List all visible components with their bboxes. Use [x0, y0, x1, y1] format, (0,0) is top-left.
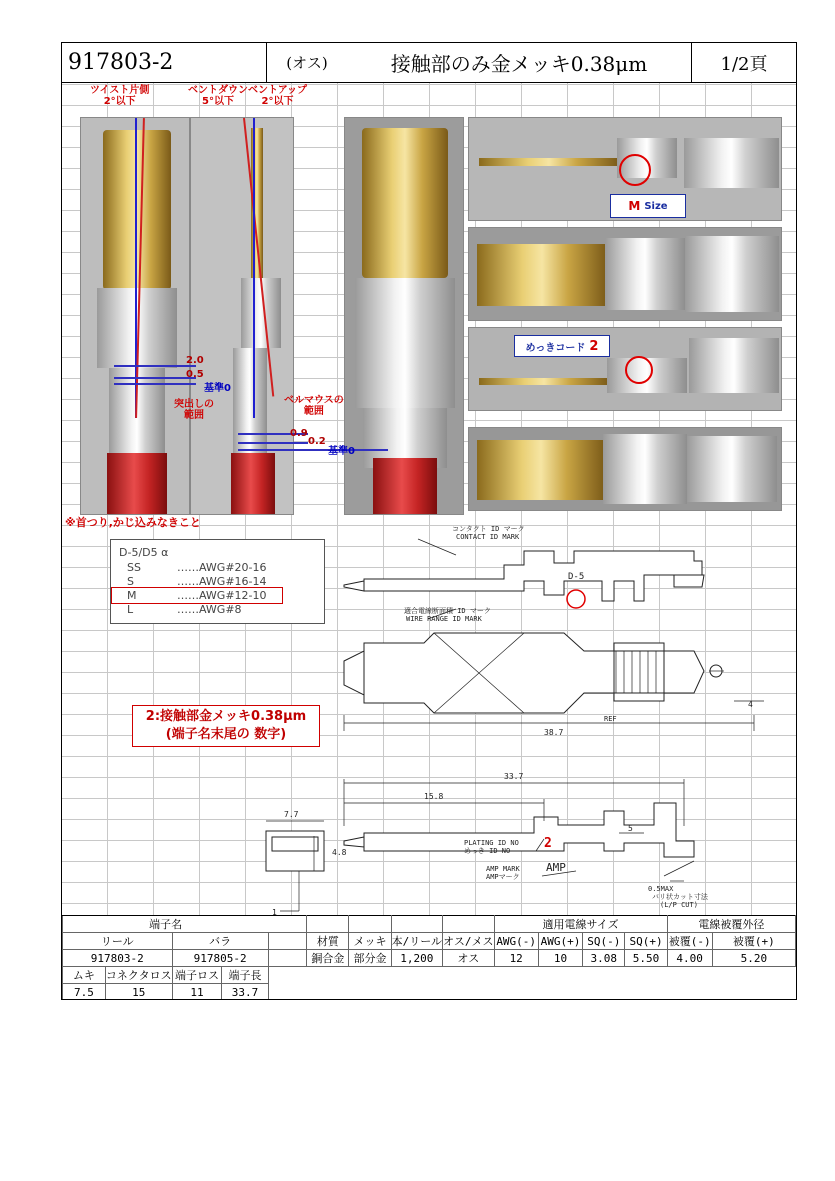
plating-code-box [514, 335, 610, 357]
term-len-value: 33.7 [222, 984, 268, 1001]
bent-down-label-2: 5°以下 [202, 96, 234, 107]
amp-logo: AMP [546, 861, 566, 874]
plating-value: 部分金 [349, 950, 391, 967]
bent-down-label-1: ベントダウン [188, 85, 248, 96]
gender-header: オス/メス [443, 933, 495, 950]
m-size-label: Size [644, 200, 668, 212]
plating-header: メッキ [349, 933, 391, 950]
contact-id-en: CONTACT ID MARK [456, 533, 520, 541]
dim-0-9: 0.9 [290, 428, 308, 439]
bellmouth-range-label [284, 395, 344, 417]
material-value: 銅合金 [307, 950, 349, 967]
protrusion-range-label [174, 399, 214, 421]
size-code: M [127, 588, 137, 602]
dim-0-2: 0.2 [308, 436, 326, 447]
dim-1: 1 [272, 908, 277, 915]
bulk-value: 917805-2 [172, 950, 268, 967]
cut-en: (L/P CUT) [660, 901, 698, 909]
spec-table [62, 915, 796, 1000]
cover-header: 電線被覆外径 [698, 918, 765, 931]
dim-2-0: 2.0 [186, 355, 204, 366]
plating-code-value: 2 [589, 338, 599, 354]
plating-note-line-2: (端子名末尾の 数字) [165, 727, 287, 742]
plating-id-value: 2 [544, 836, 552, 851]
size-code: SS [127, 560, 141, 574]
size-awg: ……AWG#16-14 [177, 574, 267, 588]
sq-max-value: 5.50 [625, 950, 667, 967]
amp-mark-jp: AMPマーク [486, 873, 520, 881]
plating-id-jp: めっき ID NO [464, 847, 511, 855]
plating-note-line-1: 2:接触部金メッキ0.38μm [145, 709, 307, 724]
ref-label: REF [604, 715, 617, 723]
wire-range-en: WIRE RANGE ID MARK [406, 615, 482, 623]
plating-code-label: めっきコード [525, 342, 586, 354]
length-38-7: 38.7 [544, 728, 564, 737]
wire-range-jp: 適合電線断面積 ID マーク [404, 607, 491, 615]
page-number: 1/2頁 [692, 43, 796, 83]
awg-min-value: 12 [494, 950, 538, 967]
datum-right: 基準0 [328, 446, 355, 457]
length-15-8: 15.8 [424, 792, 444, 801]
dim-4: 4 [748, 700, 753, 709]
wire-size-header: 適用電線サイズ [542, 918, 619, 931]
bellmouth-label-1: ベルマウスの [284, 395, 344, 406]
awg-min-header: AWG(-) [494, 933, 538, 950]
bent-up-label-1: ベントアップ [248, 85, 307, 96]
size-code: S [127, 574, 134, 588]
cover-min-header: 被覆(-) [667, 933, 712, 950]
photo-right-4 [468, 427, 782, 511]
size-code: L [127, 602, 134, 616]
table-row [63, 967, 796, 984]
length-7-7: 7.7 [284, 810, 299, 819]
length-33-7: 33.7 [504, 772, 524, 781]
table-row [63, 984, 796, 1001]
size-legend-title: D-5/D5 α [119, 546, 169, 559]
size-awg: ……AWG#20-16 [177, 560, 267, 574]
term-loss-value: 11 [172, 984, 222, 1001]
term-loss-header: 端子ロス [172, 967, 222, 984]
size-awg: ……AWG#12-10 [177, 588, 267, 602]
photo-right-2 [468, 227, 782, 321]
photo-side-view [190, 117, 294, 515]
photo-top-view [344, 117, 464, 515]
gender-value: オス [443, 950, 495, 967]
table-row [63, 950, 796, 967]
gender-label: (オス) [267, 43, 347, 83]
strip-value: 7.5 [63, 984, 106, 1001]
bellmouth-label-2: 範囲 [303, 406, 324, 417]
cover-max-header: 被覆(+) [712, 933, 795, 950]
term-len-header: 端子長 [222, 967, 268, 984]
strip-header: ムキ [63, 967, 106, 984]
contact-id-jp: コンタクト ID マーク [452, 525, 525, 533]
bulk-header: バラ [172, 933, 268, 950]
reel-header: リール [63, 933, 173, 950]
technical-drawing [224, 521, 794, 915]
per-reel-header: 本/リール [391, 933, 442, 950]
awg-max-value: 10 [538, 950, 582, 967]
dim-0-5: 0.5 [186, 369, 204, 380]
stamp-code: D-5 [568, 572, 585, 582]
conn-loss-header: コネクタロス [105, 967, 172, 984]
dim-5: 5 [628, 824, 633, 833]
cut-max: 0.5MAX [648, 885, 674, 893]
reel-value: 917803-2 [63, 950, 173, 967]
table-row [63, 916, 796, 933]
protrusion-label-2: 範囲 [184, 410, 204, 421]
m-size-box [610, 194, 686, 218]
size-awg: ……AWG#8 [177, 602, 242, 616]
material-header: 材質 [307, 933, 349, 950]
cut-jp: バリ状カット寸法 [652, 893, 708, 901]
awg-max-header: AWG(+) [538, 933, 582, 950]
dim-4-8: 4.8 [332, 848, 347, 857]
amp-mark-en: AMP MARK [486, 865, 520, 873]
table-row [63, 933, 796, 950]
twist-label [90, 85, 149, 107]
sq-max-header: SQ(+) [625, 933, 667, 950]
cover-min-value: 4.00 [667, 950, 712, 967]
sq-min-header: SQ(-) [583, 933, 625, 950]
bent-down-label [188, 85, 248, 107]
conn-loss-value: 15 [105, 984, 172, 1001]
warning-note: ※首つり,かじ込みなきこと [65, 516, 201, 529]
bent-up-label [248, 85, 307, 107]
bent-up-label-2: 2°以下 [261, 96, 294, 107]
twist-label-2: 2°以下 [103, 96, 136, 107]
sheet-title: 接触部のみ金メッキ0.38μm [347, 43, 692, 83]
name-header: 端子名 [149, 918, 183, 931]
plating-id-en: PLATING ID NO [464, 839, 519, 847]
protrusion-label-1: 突出しの [174, 399, 214, 410]
per-reel-value: 1,200 [391, 950, 442, 967]
photo-front-view [80, 117, 190, 515]
part-number: 917803-2 [62, 43, 267, 83]
m-size-code: M [628, 199, 641, 213]
cover-max-value: 5.20 [712, 950, 795, 967]
datum-left: 基準0 [204, 383, 231, 394]
sq-min-value: 3.08 [583, 950, 625, 967]
twist-label-1: ツイスト片側 [90, 85, 150, 96]
spec-sheet [61, 42, 797, 1000]
